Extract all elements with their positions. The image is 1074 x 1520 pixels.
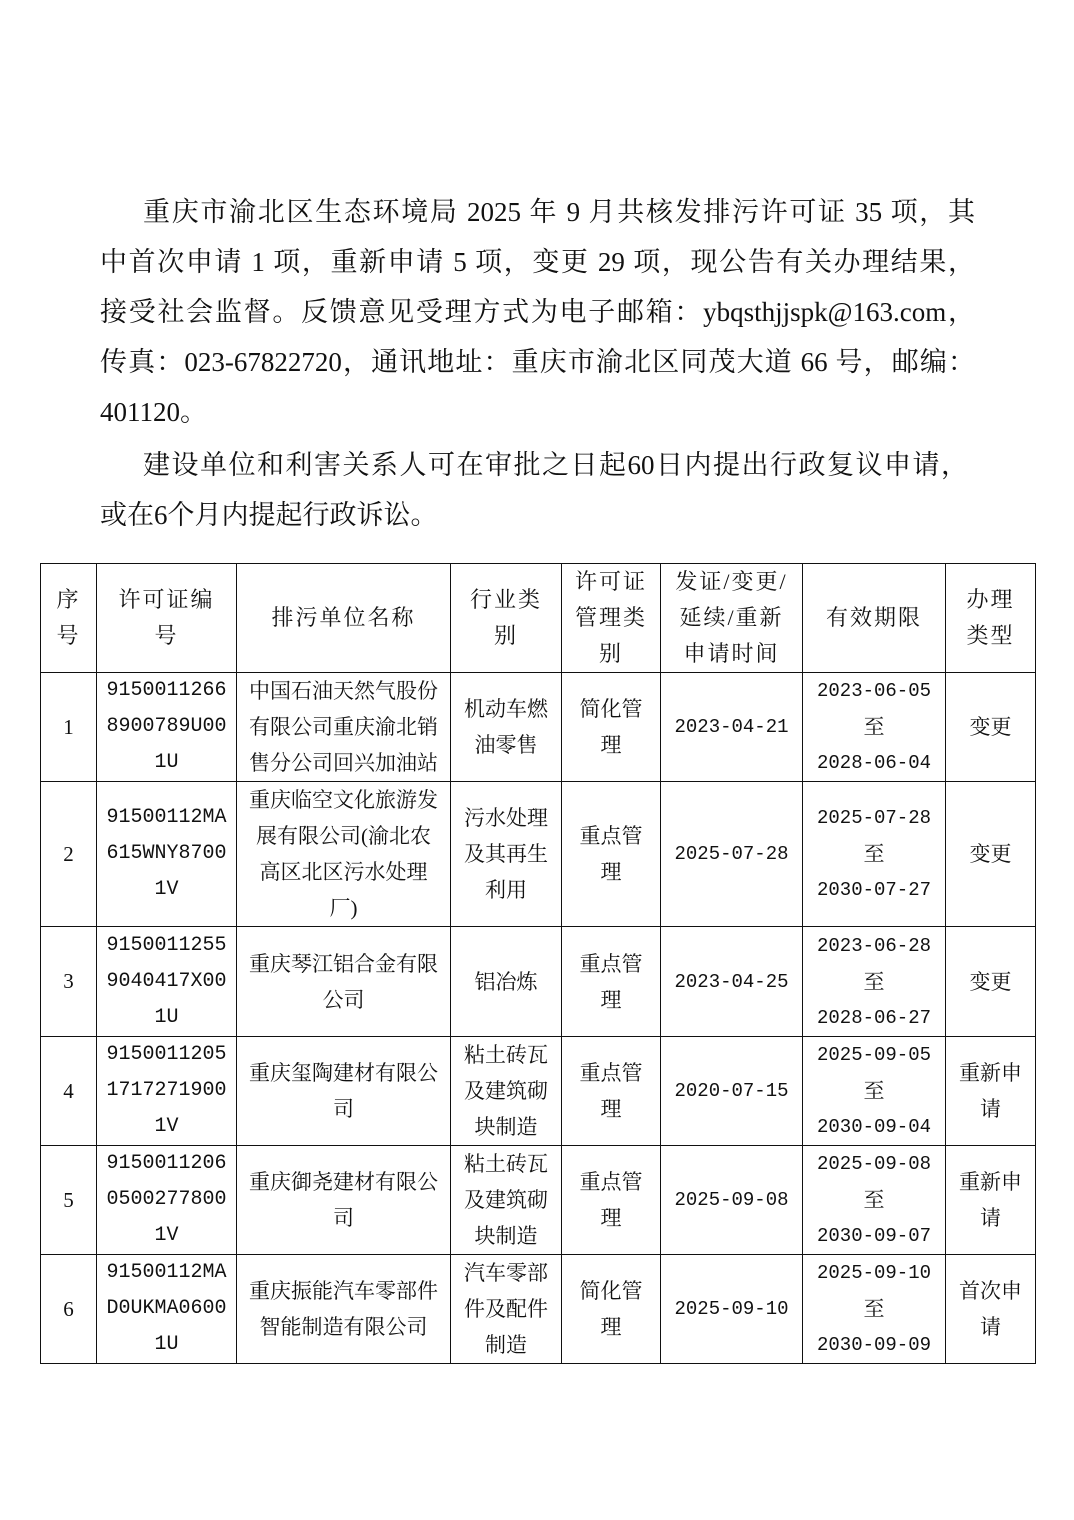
permit-number: 915001120605002778001V	[106, 1152, 227, 1247]
cell-unit-name	[237, 1037, 451, 1146]
cell-management	[562, 782, 661, 927]
cell-validity	[803, 927, 946, 1037]
cell-unit-name	[237, 673, 451, 782]
header-label: 排污单位名称	[271, 605, 416, 630]
header-issue-date	[661, 564, 803, 673]
issue-date: 2025-09-08	[674, 1189, 789, 1211]
handling-type: 变更	[969, 842, 1012, 866]
intro-line: 或在6个月内提起行政诉讼。	[100, 500, 438, 530]
permit-number: 91500112MAD0UKMA06001U	[106, 1261, 227, 1356]
issue-date: 2023-04-21	[674, 716, 789, 738]
cell-handling-type	[946, 782, 1036, 927]
cell-issue-date	[661, 927, 803, 1037]
validity-separator: 至	[863, 715, 885, 739]
management-category: 重点管理	[579, 1061, 643, 1121]
cell-validity	[803, 782, 946, 927]
cell-industry	[451, 782, 562, 927]
cell-management	[562, 1146, 661, 1255]
header-label: 行业类别	[469, 587, 542, 648]
cell-management	[562, 1255, 661, 1364]
unit-name: 重庆玺陶建材有限公司	[249, 1061, 438, 1121]
cell-seq	[41, 782, 97, 927]
validity-separator: 至	[863, 842, 885, 866]
cell-seq	[41, 1146, 97, 1255]
industry: 粘土砖瓦及建筑砌块制造	[464, 1043, 548, 1139]
valid-to: 2028-06-04	[816, 752, 932, 774]
cell-seq	[41, 1255, 97, 1364]
validity-separator: 至	[863, 969, 885, 994]
cell-unit-name	[237, 927, 451, 1037]
table-row	[41, 1146, 1036, 1255]
table-row	[41, 1255, 1036, 1364]
cell-handling-type	[946, 1037, 1036, 1146]
industry: 铝冶炼	[474, 969, 538, 994]
handling-type: 首次申请	[959, 1279, 1022, 1339]
unit-name: 重庆振能汽车零部件智能制造有限公司	[249, 1279, 438, 1339]
management-category: 重点管理	[579, 824, 643, 884]
unit-name: 中国石油天然气股份有限公司重庆渝北销售分公司回兴加油站	[249, 679, 438, 775]
intro-paragraph-2	[100, 440, 975, 540]
unit-name: 重庆临空文化旅游发展有限公司(渝北农高区北区污水处理厂)	[249, 788, 438, 920]
header-unit-name	[237, 564, 451, 673]
validity-separator: 至	[863, 1188, 885, 1212]
cell-industry	[451, 927, 562, 1037]
cell-permit-no	[97, 673, 237, 782]
intro-line: 建设单位和利害关系人可在审批之日起60日内提出行政复议申请，	[143, 450, 968, 480]
valid-to: 2030-09-07	[816, 1225, 932, 1247]
handling-type: 重新申请	[959, 1061, 1022, 1121]
valid-from: 2023-06-05	[816, 680, 932, 702]
cell-handling-type	[946, 927, 1036, 1037]
cell-issue-date	[661, 1255, 803, 1364]
cell-issue-date	[661, 782, 803, 927]
unit-name: 重庆御尧建材有限公司	[249, 1170, 438, 1230]
table-row	[41, 673, 1036, 782]
intro-line: 传真：023-67822720，通讯地址：重庆市渝北区同茂大道 66 号，邮编：	[100, 347, 975, 377]
header-label: 有效期限	[825, 605, 922, 630]
cell-seq	[41, 1037, 97, 1146]
valid-to: 2030-07-27	[816, 879, 932, 901]
validity-period	[809, 1146, 939, 1254]
valid-from: 2025-09-05	[816, 1044, 932, 1066]
header-label: 序号	[56, 587, 81, 648]
permit-table	[40, 563, 1036, 1364]
cell-unit-name	[237, 782, 451, 927]
validity-period	[809, 1255, 939, 1363]
permit-number: 91500112MA615WNY87001V	[106, 806, 227, 901]
validity-period	[809, 673, 939, 781]
management-category: 简化管理	[579, 1279, 643, 1339]
industry: 粘土砖瓦及建筑砌块制造	[464, 1152, 548, 1248]
industry: 污水处理及其再生利用	[464, 806, 548, 902]
industry: 机动车燃油零售	[464, 697, 548, 757]
announcement-text	[100, 187, 975, 540]
header-label: 发证/变更/延续/重新申请时间	[675, 569, 788, 666]
handling-type: 重新申请	[959, 1170, 1022, 1230]
cell-handling-type	[946, 1146, 1036, 1255]
valid-to: 2030-09-09	[816, 1334, 932, 1356]
header-validity	[803, 564, 946, 673]
valid-from: 2025-09-10	[816, 1262, 932, 1284]
row-number: 5	[63, 1187, 74, 1212]
cell-seq	[41, 673, 97, 782]
cell-issue-date	[661, 673, 803, 782]
cell-unit-name	[237, 1146, 451, 1255]
cell-permit-no	[97, 1255, 237, 1364]
header-permit-no	[97, 564, 237, 673]
unit-name: 重庆琴江铝合金有限公司	[249, 951, 438, 1012]
header-label: 办理类型	[966, 587, 1015, 648]
cell-validity	[803, 673, 946, 782]
table-row	[41, 927, 1036, 1037]
cell-permit-no	[97, 927, 237, 1037]
cell-validity	[803, 1255, 946, 1364]
cell-issue-date	[661, 1146, 803, 1255]
cell-validity	[803, 1037, 946, 1146]
validity-separator: 至	[863, 1079, 885, 1103]
valid-from: 2023-06-28	[816, 934, 932, 957]
handling-type: 变更	[969, 715, 1012, 739]
cell-industry	[451, 1037, 562, 1146]
validity-separator: 至	[863, 1297, 885, 1321]
intro-paragraph-1	[100, 187, 975, 437]
cell-management	[562, 927, 661, 1037]
valid-to: 2028-06-27	[816, 1006, 932, 1029]
handling-type: 变更	[969, 969, 1012, 994]
valid-to: 2030-09-04	[816, 1116, 932, 1138]
cell-issue-date	[661, 1037, 803, 1146]
validity-period	[809, 1037, 939, 1145]
valid-from: 2025-09-08	[816, 1153, 932, 1175]
permit-number: 915001120517172719001V	[106, 1043, 227, 1138]
header-handling-type	[946, 564, 1036, 673]
cell-industry	[451, 1255, 562, 1364]
cell-permit-no	[97, 1037, 237, 1146]
header-management-category	[562, 564, 661, 673]
cell-permit-no	[97, 1146, 237, 1255]
validity-period	[809, 800, 939, 908]
permit-number: 91500112668900789U001U	[106, 679, 227, 774]
management-category: 简化管理	[579, 697, 643, 757]
header-label: 许可证管理类别	[574, 569, 647, 666]
intro-line: 中首次申请 1 项，重新申请 5 项，变更 29 项，现公告有关办理结果，	[100, 247, 975, 277]
table-row	[41, 782, 1036, 927]
issue-date: 2025-07-28	[674, 843, 789, 865]
cell-validity	[803, 1146, 946, 1255]
cell-permit-no	[97, 782, 237, 927]
validity-period	[809, 928, 939, 1036]
cell-management	[562, 673, 661, 782]
row-number: 4	[63, 1078, 74, 1103]
intro-line: 401120。	[100, 397, 207, 427]
cell-industry	[451, 673, 562, 782]
header-industry	[451, 564, 562, 673]
cell-management	[562, 1037, 661, 1146]
issue-date: 2025-09-10	[674, 1298, 789, 1320]
valid-from: 2025-07-28	[816, 807, 932, 829]
permit-number: 91500112559040417X001U	[106, 933, 227, 1029]
intro-line: 重庆市渝北区生态环境局 2025 年 9 月共核发排污许可证 35 项，其	[143, 197, 975, 227]
header-seq	[41, 564, 97, 673]
table-row	[41, 1037, 1036, 1146]
management-category: 重点管理	[579, 951, 643, 1012]
row-number: 6	[63, 1296, 74, 1321]
cell-industry	[451, 1146, 562, 1255]
row-number: 1	[63, 714, 74, 739]
issue-date: 2023-04-25	[674, 970, 789, 993]
row-number: 3	[63, 969, 74, 993]
cell-handling-type	[946, 673, 1036, 782]
cell-unit-name	[237, 1255, 451, 1364]
intro-line: 接受社会监督。反馈意见受理方式为电子邮箱：ybqsthjjspk@163.com，	[100, 297, 975, 327]
management-category: 重点管理	[579, 1170, 643, 1230]
industry: 汽车零部件及配件制造	[464, 1261, 548, 1357]
issue-date: 2020-07-15	[674, 1080, 789, 1102]
table-header-row	[41, 564, 1036, 673]
cell-handling-type	[946, 1255, 1036, 1364]
cell-seq	[41, 927, 97, 1037]
row-number: 2	[63, 841, 74, 866]
header-label: 许可证编号	[118, 587, 215, 648]
